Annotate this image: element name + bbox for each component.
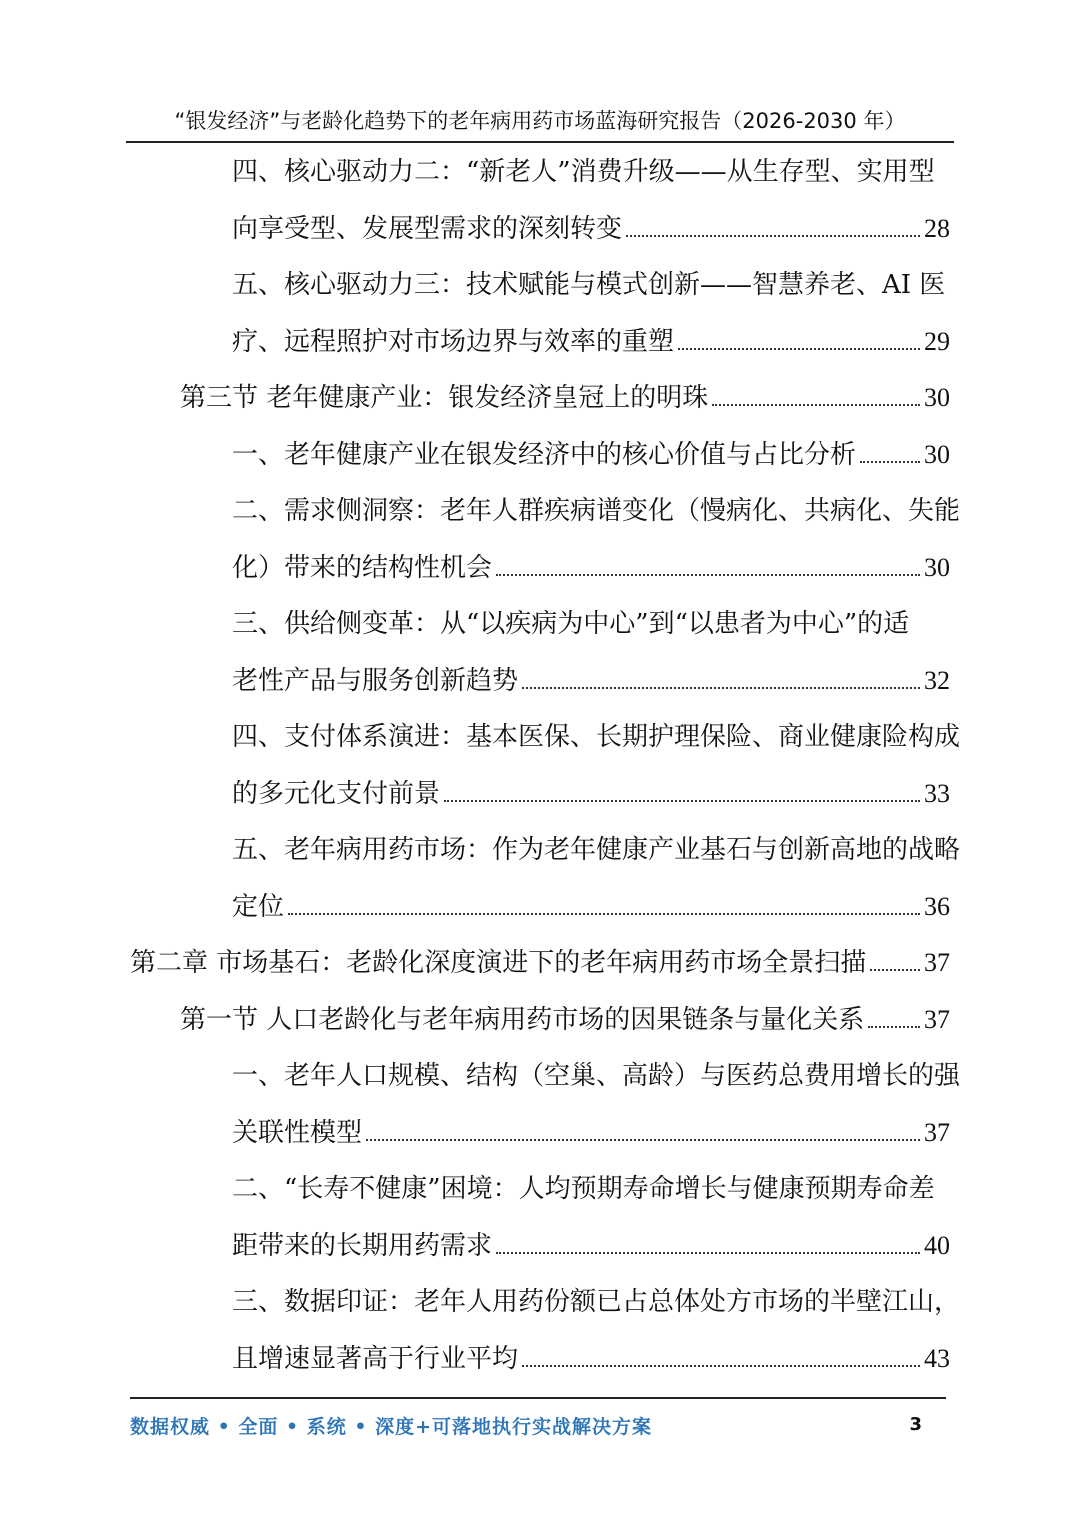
toc-entry-text: 第三节 老年健康产业：银发经济皇冠上的明珠 xyxy=(180,383,709,413)
toc-entry-text: 五、核心驱动力三：技术赋能与模式创新——智慧养老、AI 医 xyxy=(232,270,946,300)
toc-entry[interactable] xyxy=(232,717,961,757)
toc-page-number: 32 xyxy=(924,666,950,695)
dot-leader xyxy=(522,687,920,689)
dot-leader xyxy=(860,461,920,463)
toc-entry[interactable] xyxy=(232,548,950,588)
toc-entry[interactable] xyxy=(232,491,961,531)
toc-page-number: 37 xyxy=(924,1005,950,1034)
dot-leader xyxy=(626,235,920,237)
toc-entry-text: 四、核心驱动力二：“新老人”消费升级——从生存型、实用型 xyxy=(232,157,935,187)
toc-entry-text: 疗、远程照护对市场边界与效率的重塑 xyxy=(232,327,675,357)
toc-entry[interactable] xyxy=(232,1056,961,1096)
toc-entry[interactable] xyxy=(232,1169,950,1209)
toc-entry-text: 一、老年人口规模、结构（空巢、高龄）与医药总费用增长的强 xyxy=(232,1061,961,1091)
toc-entry-text: 三、数据印证：老年人用药份额已占总体处方市场的半壁江山， xyxy=(232,1287,961,1317)
toc-entry-text: 一、老年健康产业在银发经济中的核心价值与占比分析 xyxy=(232,440,857,470)
header-divider xyxy=(126,141,954,143)
toc-entry-text: 五、老年病用药市场：作为老年健康产业基石与创新高地的战略 xyxy=(232,835,961,865)
toc-page-number: 36 xyxy=(924,892,950,921)
toc-entry[interactable] xyxy=(232,774,950,814)
toc-page-number: 33 xyxy=(924,779,950,808)
toc-page-number: 29 xyxy=(924,327,950,356)
toc-entry[interactable] xyxy=(232,152,950,192)
toc-entry[interactable] xyxy=(232,830,961,870)
footer-divider xyxy=(130,1397,946,1399)
toc-page-number: 30 xyxy=(924,440,950,469)
footer-page-number: 3 xyxy=(909,1414,922,1435)
dot-leader xyxy=(678,348,920,350)
toc-entry[interactable] xyxy=(232,1282,961,1322)
dot-leader xyxy=(868,1026,920,1028)
toc-entry[interactable] xyxy=(232,604,950,644)
toc-entry-text: 第一节 人口老龄化与老年病用药市场的因果链条与量化关系 xyxy=(180,1005,865,1035)
report-header-title: “银发经济”与老龄化趋势下的老年病用药市场蓝海研究报告（2026-2030 年） xyxy=(174,109,906,133)
toc-chapter-entry[interactable] xyxy=(130,943,950,983)
toc-entry-text: 二、需求侧洞察：老年人群疾病谱变化（慢病化、共病化、失能 xyxy=(232,496,961,526)
toc-entry-text: 关联性模型 xyxy=(232,1118,363,1148)
toc-entry[interactable] xyxy=(232,661,950,701)
toc-page-number: 28 xyxy=(924,214,950,243)
dot-leader xyxy=(366,1139,920,1141)
toc-entry-text: 定位 xyxy=(232,892,285,922)
dot-leader xyxy=(288,913,920,915)
toc-page-number: 37 xyxy=(924,948,950,977)
toc-entry-text: 三、供给侧变革：从“以疾病为中心”到“以患者为中心”的适 xyxy=(232,609,910,639)
toc-entry[interactable] xyxy=(232,209,950,249)
toc-section-entry[interactable] xyxy=(180,378,950,418)
dot-leader xyxy=(522,1365,920,1367)
toc-entry-text: 向享受型、发展型需求的深刻转变 xyxy=(232,214,623,244)
toc-entry[interactable] xyxy=(232,887,950,927)
toc-entry[interactable] xyxy=(232,1226,950,1266)
toc-page-number: 43 xyxy=(924,1344,950,1373)
toc-entry-text: 老性产品与服务创新趋势 xyxy=(232,666,519,696)
toc-entry[interactable] xyxy=(232,1113,950,1153)
toc-entry-text: 四、支付体系演进：基本医保、长期护理保险、商业健康险构成 xyxy=(232,722,961,752)
dot-leader xyxy=(496,1252,920,1254)
toc-page-number: 37 xyxy=(924,1118,950,1147)
toc-section-entry[interactable] xyxy=(180,1000,950,1040)
toc-entry[interactable] xyxy=(232,265,950,305)
toc-entry-text: 距带来的长期用药需求 xyxy=(232,1231,493,1261)
toc-entry-text: 第二章 市场基石：老龄化深度演进下的老年病用药市场全景扫描 xyxy=(130,948,867,978)
dot-leader xyxy=(870,969,920,971)
toc-page-number: 30 xyxy=(924,553,950,582)
toc-entry[interactable] xyxy=(232,1339,950,1379)
toc-entry-text: 的多元化支付前景 xyxy=(232,779,441,809)
footer-slogan: 数据权威 • 全面 • 系统 • 深度+可落地执行实战解决方案 xyxy=(130,1416,653,1438)
dot-leader xyxy=(496,574,920,576)
toc-entry[interactable] xyxy=(232,435,950,475)
toc-page-number: 30 xyxy=(924,383,950,412)
toc-entry-text: 二、“长寿不健康”困境：人均预期寿命增长与健康预期寿命差 xyxy=(232,1174,935,1204)
toc-entry[interactable] xyxy=(232,322,950,362)
toc-page-number: 40 xyxy=(924,1231,950,1260)
dot-leader xyxy=(444,800,920,802)
dot-leader xyxy=(712,404,920,406)
toc-entry-text: 化）带来的结构性机会 xyxy=(232,553,493,583)
toc-entry-text: 且增速显著高于行业平均 xyxy=(232,1344,519,1374)
